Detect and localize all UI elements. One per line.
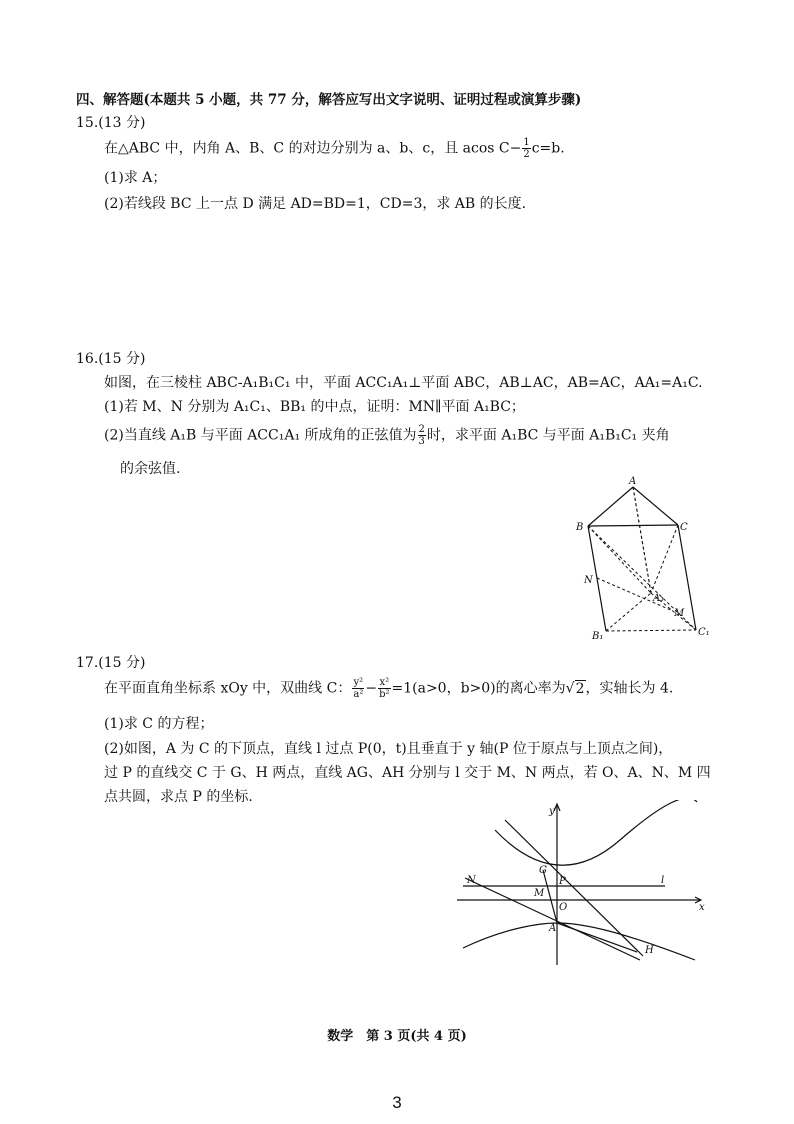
q17-part2-line2: 过 P 的直线交 C 于 G、H 两点，直线 AG、AH 分别与 l 交于 M、N 两点，若 O、A、N、M 四	[104, 765, 711, 781]
q16-stem: 如图，在三棱柱 ABC-A₁B₁C₁ 中，平面 ACC₁A₁⊥平面 ABC，AB⊥AC，AB=AC，AA₁=A₁C.	[104, 375, 703, 391]
fig17-label-O: O	[559, 902, 568, 913]
section-title: 四、解答题	[76, 92, 144, 108]
fig17-label-l: l	[661, 875, 665, 886]
fig16-label-C1: C₁	[698, 627, 710, 638]
q17-part2-line1: (2)如图，A 为 C 的下顶点，直线 l 过点 P(0，t)且垂直于 y 轴(P 位于原点与上顶点之间)，	[104, 741, 673, 757]
section-note: (本题共 5 小题，共 77 分，解答应写出文字说明、证明过程或演算步骤)	[143, 92, 582, 108]
q17-f1-den: a²	[353, 689, 364, 700]
q17-sqrt-sign: √	[565, 680, 575, 697]
fig16-label-B1: B₁	[592, 631, 604, 642]
q16-points: (15 分)	[98, 351, 146, 367]
fig17-label-N: N	[467, 875, 476, 886]
q15-stem	[104, 137, 565, 160]
q16-number: 16.	[76, 351, 99, 367]
q17-header	[76, 652, 145, 672]
q16-part2-text-a: (2)当直线 A₁B 与平面 ACC₁A₁ 所成角的正弦值为	[104, 427, 417, 444]
fig17-label-P: P	[559, 876, 566, 887]
fig16-label-C: C	[680, 522, 688, 533]
q17-hyperbola-figure	[455, 800, 715, 970]
q17-f2-den: b²	[379, 689, 390, 700]
q17-points: (15 分)	[98, 655, 146, 671]
q16-frac-num: 2	[418, 424, 425, 435]
fig17-label-M: M	[534, 888, 545, 899]
q15-header	[76, 112, 145, 132]
q16-fraction	[418, 424, 426, 447]
q15-part2: (2)若线段 BC 上一点 D 满足 AD=BD=1，CD=3，求 AB 的长度.	[104, 196, 527, 212]
fig17-label-H: H	[645, 945, 654, 956]
fig17-label-x: x	[699, 902, 705, 913]
q15-stem-text-b: c=b.	[531, 140, 565, 157]
q16-prism-figure	[570, 475, 715, 645]
q17-fraction-2	[378, 677, 390, 700]
q15-frac-num: 1	[523, 137, 530, 148]
section-header	[76, 88, 581, 108]
q17-f1-num: y²	[353, 677, 364, 688]
fig16-label-N: N	[584, 575, 593, 586]
q17-stem-text-a: 在平面直角坐标系 xOy 中，双曲线 C：	[104, 680, 352, 697]
q15-fraction	[522, 137, 530, 160]
q17-number: 17.	[76, 655, 99, 671]
q16-frac-den: 3	[418, 436, 425, 447]
q16-part1: (1)若 M、N 分别为 A₁C₁、BB₁ 的中点，证明：MN∥平面 A₁BC；	[104, 399, 525, 415]
fig17-label-A: A	[549, 923, 557, 934]
q16-part2-cont: 的余弦值.	[120, 461, 181, 477]
q17-fraction-1	[352, 677, 364, 700]
q16-part2	[104, 424, 670, 447]
q17-stem-text-c: ，实轴长为 4.	[585, 680, 674, 697]
page-footer: 数学 第 3 页(共 4 页)	[327, 1029, 467, 1044]
fig16-label-M: M	[674, 608, 685, 619]
q17-f2-num: x²	[379, 677, 390, 688]
q17-part1: (1)求 C 的方程；	[104, 716, 214, 732]
q17-stem-text-b: =1(a>0，b>0)的离心率为	[391, 680, 566, 697]
q16-part2-text-b: 时，求平面 A₁BC 与平面 A₁B₁C₁ 夹角	[426, 427, 670, 444]
q15-stem-text-a: 在△ABC 中，内角 A、B、C 的对边分别为 a、b、c，且 acos C−	[104, 140, 522, 157]
q17-sqrt-value: 2	[575, 680, 585, 697]
fig16-label-A1: A₁	[653, 593, 665, 604]
q15-points: (13 分)	[98, 115, 146, 131]
fig17-label-G: G	[539, 865, 547, 876]
q17-part2-line3: 点共圆，求点 P 的坐标.	[104, 789, 253, 805]
q17-stem	[104, 677, 673, 700]
q15-frac-den: 2	[523, 149, 530, 160]
fig17-label-y: y	[549, 806, 555, 817]
fig16-label-A: A	[629, 476, 637, 487]
q15-number: 15.	[76, 115, 99, 131]
q17-minus: −	[365, 680, 378, 697]
q16-header	[76, 348, 145, 368]
q15-part1: (1)求 A；	[104, 170, 167, 186]
fig16-label-B: B	[576, 522, 584, 533]
page-number: 3	[392, 1093, 402, 1112]
